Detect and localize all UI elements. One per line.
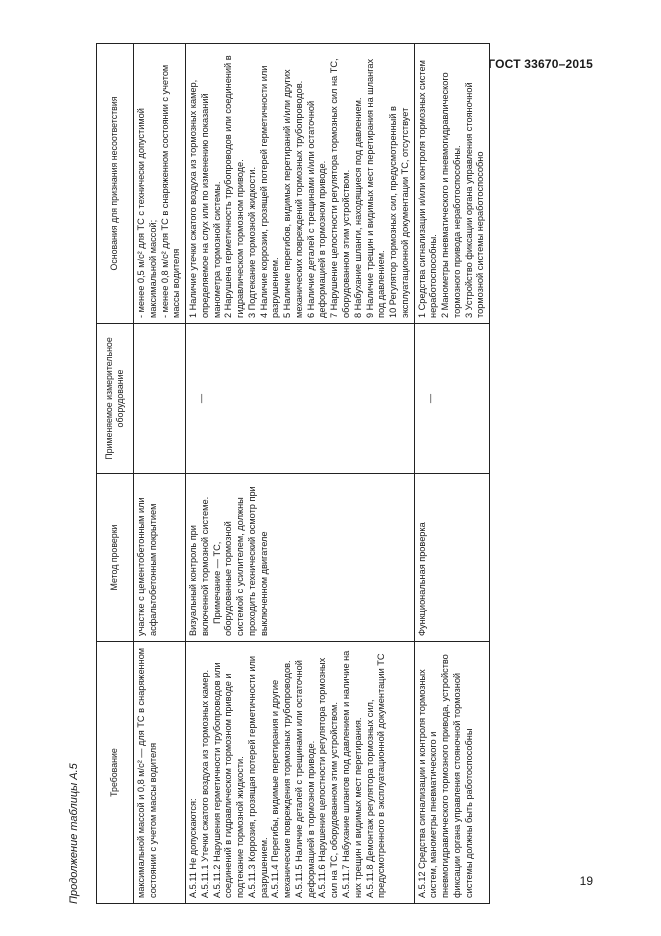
grounds-text: 1 Средства сигнализации и/или контроля тормозных систем неработоспособны. [416, 60, 439, 318]
requirement-text: А.5.11.8 Демонтаж регулятора тормозных сил, предусмотренного в эксплуатационной документации ТС [364, 653, 387, 898]
document-header: ГОСТ 33670–2015 [488, 57, 593, 71]
method-note: Примечание — ТС, оборудованные тормозной системой с усилителем, должны проходить технический осмотр при выключенном двигателе [211, 486, 269, 636]
requirement-cell [414, 642, 490, 904]
requirement-text: А.5.11.3 Коррозия, грозящая потерей герметичности или разрушением. [246, 656, 269, 898]
table-row [134, 44, 186, 904]
requirements-table [96, 43, 490, 904]
grounds-text: - менее 0,8 м/с² для ТС в снаряженном состоянии с учетом массы водителя [159, 64, 182, 318]
method-cell [414, 474, 490, 642]
method-cell [186, 474, 415, 642]
requirement-text: А.5.11.6 Нарушение целостности регулятора тормозных сил на ТС, оборудованном этим устройством. [317, 657, 340, 898]
requirement-text: А.5.11.5 Наличие деталей с трещинами или остаточной деформацией в тормозном приводе. [293, 660, 316, 898]
column-header-requirement: Требование [97, 642, 134, 904]
method-text: Визуальный контроль при включенной тормозной системе. [188, 496, 210, 636]
column-header-grounds: Основания для признания несоответствия [97, 44, 134, 324]
grounds-text: 3 Устройство фиксации органа управления стояночной тормозной системы неработоспособно [463, 82, 486, 318]
requirement-text: А.5.11 Не допускаются: [188, 798, 199, 898]
grounds-text: 6 Наличие деталей с трещинами и/или остаточной деформацией в тормозном приводе. [305, 100, 328, 318]
requirement-cell [186, 642, 415, 904]
table-caption: Продолжение таблицы А.5 [68, 763, 80, 904]
column-header-equipment: Применяемое измерительное оборудование [97, 324, 134, 474]
rotated-table-region [68, 44, 616, 904]
table-header-row [97, 44, 134, 904]
grounds-cell [414, 44, 490, 324]
table-row [186, 44, 415, 904]
page-number: 19 [579, 874, 593, 888]
grounds-text: 7 Нарушение целостности регулятора тормозных сил на ТС, оборудованном этим устройством. [329, 58, 352, 318]
equipment-text: — [196, 393, 207, 404]
grounds-text: 9 Наличие трещин и видимых мест перетирания на шлангах под давлением. [364, 58, 387, 318]
table-row [414, 44, 490, 904]
requirement-text: максимальной массой и 0,8 м/с² — для ТС в снаряженном состоянии с учетом массы водителя [136, 647, 158, 898]
requirement-text: А.5.11.4 Перегибы, видимые перетирания и другие механические повреждения тормозных трубопроводов. [270, 660, 293, 898]
requirement-cell [134, 642, 186, 904]
equipment-text: — [424, 393, 435, 404]
grounds-text: 2 Манометры пневматического и пневмогидравлического тормозного привода неработоспособны. [440, 72, 462, 318]
grounds-cell [186, 44, 415, 324]
requirement-text: А.5.12 Средства сигнализации и контроля тормозных систем, манометры пневматического и пневмогидравлического тормозного привода, устройство фиксации органа управления стояночной тормозной системы должны быть работоспособны [416, 654, 474, 898]
grounds-text: 1 Наличие утечки сжатого воздуха из тормозных камер, определяемое на слух или по изменению показаний манометра тормозной системы. [188, 79, 222, 318]
grounds-text: 3 Подтекание тормозной жидкости. [246, 166, 257, 318]
method-text: Функциональная проверка [416, 522, 427, 636]
grounds-text: 10 Регулятор тормозных сил, предусмотренный в эксплуатационной документации ТС, отсутствует [388, 106, 410, 318]
requirement-text: А.5.11.2 Нарушения герметичности трубопроводов или соединений в гидравлическом тормозном приводе и подтекание тормозной жидкости. [211, 662, 246, 898]
grounds-text: - менее 0,5 м/с² для ТС с технически допустимой максимальной массой; [136, 108, 158, 318]
grounds-text: 5 Наличие перегибов, видимых перетираний и/или других механических повреждений тормозных трубопроводов. [282, 69, 304, 318]
equipment-cell [186, 324, 415, 474]
grounds-text: 8 Набухание шланги, находящиеся под давлением. [352, 97, 363, 318]
grounds-text: 4 Наличие коррозии, грозящей потерей герметичности или разрушением. [258, 65, 281, 318]
method-text: участке с цементобетонным или асфальтобетонным покрытием [136, 497, 158, 636]
requirement-text: А.5.11.7 Набухание шлангов под давлением и наличие на них трещин и видимых мест перетирания. [341, 650, 363, 898]
requirement-text: А.5.11.1 Утечки сжатого воздуха из тормозных камер. [199, 669, 210, 898]
method-cell [134, 474, 186, 642]
equipment-cell [414, 324, 490, 474]
grounds-text: 2 Нарушена герметичность трубопроводов или соединений в гидравлическом тормозном приводе. [223, 55, 246, 318]
grounds-cell [134, 44, 186, 324]
column-header-method: Метод проверки [97, 474, 134, 642]
equipment-cell [134, 324, 186, 474]
